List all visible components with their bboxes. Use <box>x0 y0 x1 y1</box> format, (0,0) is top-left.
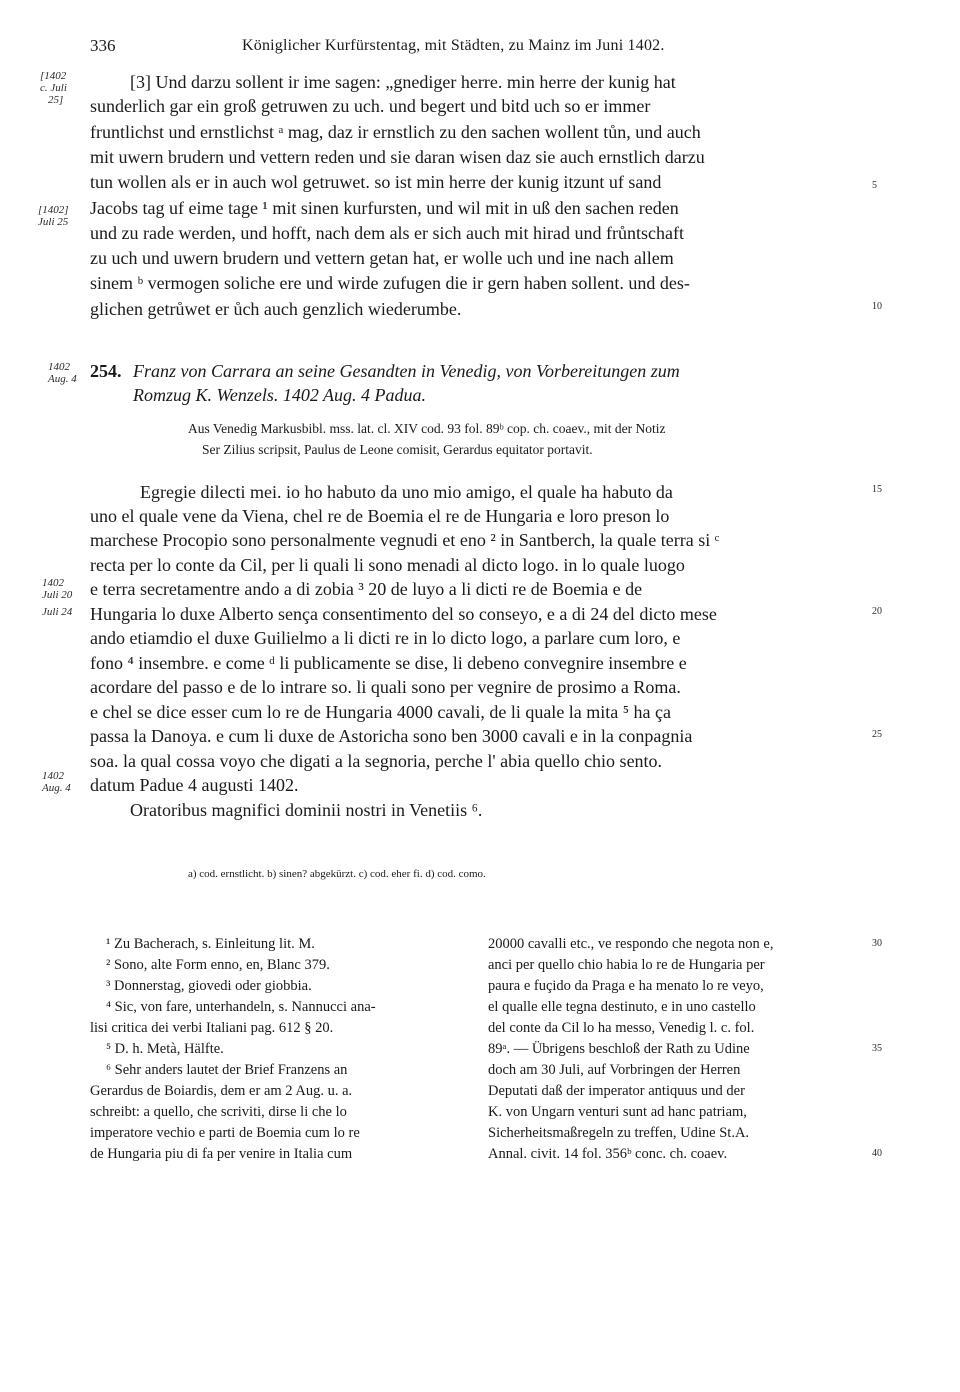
document-title: Franz von Carrara an seine Gesandten in Venedig, von Vorbereitungen zum <box>133 361 680 381</box>
document-number: 254. <box>90 361 122 381</box>
text-line: marchese Procopio sono personalmente vegnudi et eno ² in Santberch, la quale terra si ᶜ <box>90 530 720 550</box>
margin-note-date <box>42 577 72 601</box>
footnote-line: K. von Ungarn venturi sunt ad hanc patriam, <box>488 1104 747 1120</box>
text-line: fruntlichst und ernstlichst ᵃ mag, daz ir ernstlich zu den sachen wollent tůn, und auch <box>90 122 701 142</box>
margin-note-line: Juli 20 <box>42 589 73 601</box>
margin-note-line: c. Juli <box>40 82 67 94</box>
footnote-line: Deputati daß der imperator antiquus und der <box>488 1083 745 1099</box>
margin-note-date <box>42 770 71 794</box>
text-line: Hungaria lo duxe Alberto sença consentimento del so conseyo, e a di 24 del dicto mese <box>90 604 717 624</box>
line-number: 25 <box>872 729 882 740</box>
source-note: Aus Venedig Markusbibl. mss. lat. cl. XIV cod. 93 fol. 89ᵇ cop. ch. coaev., mit der Notiz <box>188 421 666 436</box>
text-line: Jacobs tag uf eime tage ¹ mit sinen kurfursten, und wil mit in uß den sachen reden <box>90 198 679 218</box>
line-number: 15 <box>872 484 882 495</box>
footnote-line: Annal. civit. 14 fol. 356ᵇ conc. ch. coaev. <box>488 1146 728 1162</box>
margin-note-date <box>38 204 69 228</box>
line-number: 40 <box>872 1148 882 1159</box>
margin-note-line: Aug. 4 <box>48 373 77 385</box>
footnote-line: ⁶ Sehr anders lautet der Brief Franzens an <box>106 1062 348 1078</box>
footnote-line: lisi critica dei verbi Italiani pag. 612 § 20. <box>90 1020 334 1036</box>
footnote-line: del conte da Cil lo ha messo, Venedig l. c. fol. <box>488 1020 755 1036</box>
margin-note-line: 1402 <box>42 770 64 782</box>
footnote-line: paura e fuçido da Praga e ha menato lo re veyo, <box>488 978 764 994</box>
text-line: recta per lo conte da Cil, per li quali li sono menadi al dicto logo. in lo quale luogo <box>90 555 685 575</box>
margin-note-line: 25] <box>48 94 64 106</box>
critical-notes: a) cod. ernstlicht. b) sinen? abgekürzt. c) cod. eher fi. d) cod. como. <box>188 868 486 880</box>
line-number: 5 <box>872 180 877 191</box>
text-line: acordare del passo e de lo intrare so. li quali sono per vegnire de prosimo a Roma. <box>90 677 681 697</box>
text-line: passa la Danoya. e cum li duxe de Astoricha sono ben 3000 cavali e in la conpagnia <box>90 726 693 746</box>
text-line: e terra secretamentre ando a di zobia ³ 20 de luyo a li dicti re de Boemia e de <box>90 579 643 599</box>
margin-note-line: [1402 <box>40 70 67 82</box>
text-line: ando etiamdio el duxe Guilielmo a li dicti re in lo dicto logo, a parlare cum loro, e <box>90 628 681 648</box>
text-line: datum Padue 4 augusti 1402. <box>90 775 299 795</box>
margin-note-line: Juli 24 <box>42 606 73 618</box>
text-line: soa. la qual cossa voyo che digati a la segnoria, perche l' abia quello chio sento. <box>90 751 663 771</box>
text-line: Oratoribus magnifici dominii nostri in Venetiis ⁶. <box>130 800 483 820</box>
margin-note-date <box>48 361 77 385</box>
text-line: glichen getrůwet er ůch auch genzlich wiederumbe. <box>90 299 462 319</box>
text-line: uno el quale vene da Viena, chel re de Boemia el re de Hungaria e loro preson lo <box>90 506 670 526</box>
text-line: e chel se dice esser cum lo re de Hungaria 4000 cavali, de li quale la mita ⁵ ha ça <box>90 702 672 722</box>
text-line: zu uch und uwern brudern und vettern getan hat, er wolle uch und ine nach allem <box>90 248 674 268</box>
document-title-cont: Romzug K. Wenzels. 1402 Aug. 4 Padua. <box>133 385 427 405</box>
footnote-line: ⁵ D. h. Metà, Hälfte. <box>106 1041 224 1057</box>
footnote-line: 89ᵃ. — Übrigens beschloß der Rath zu Udine <box>488 1041 750 1057</box>
margin-note-line: Juli 25 <box>38 216 69 228</box>
footnote-line: ³ Donnerstag, giovedi oder giobbia. <box>106 978 312 994</box>
page-number: 336 <box>90 36 116 55</box>
footnote-line: ⁴ Sic, von fare, unterhandeln, s. Nannucci ana- <box>106 999 376 1015</box>
margin-note-line: 1402 <box>42 577 64 589</box>
footnote-line: Gerardus de Boiardis, dem er am 2 Aug. u. a. <box>90 1083 353 1099</box>
margin-note-date <box>42 606 72 618</box>
footnote-line: ¹ Zu Bacherach, s. Einleitung lit. M. <box>106 936 315 952</box>
footnote-line: 20000 cavalli etc., ve respondo che negota non e, <box>488 936 774 952</box>
text-line: sinem ᵇ vermogen soliche ere und wirde zufugen die ir gern haben sollent. und des- <box>90 273 690 293</box>
margin-note-line: [1402] <box>38 204 69 216</box>
line-number: 20 <box>872 606 882 617</box>
footnote-line: ² Sono, alte Form enno, en, Blanc 379. <box>106 957 330 973</box>
footnote-line: Sicherheitsmaßregeln zu treffen, Udine St.A. <box>488 1125 750 1141</box>
margin-note-line: Aug. 4 <box>42 782 71 794</box>
footnote-line: el qualle elle tegna destinuto, e in uno castello <box>488 999 756 1015</box>
line-number: 10 <box>872 301 882 312</box>
line-number: 30 <box>872 938 882 949</box>
source-note-cont: Ser Zilius scripsit, Paulus de Leone comisit, Gerardus equitator portavit. <box>202 442 593 457</box>
text-line: tun wollen als er in auch wol getruwet. so ist min herre der kunig itzunt uf sand <box>90 172 662 192</box>
margin-note-line: 1402 <box>48 361 70 373</box>
footnote-line: imperatore vechio e parti de Boemia cum lo re <box>90 1125 360 1141</box>
text-line: sunderlich gar ein groß getruwen zu uch. und begert und bitd uch so er immer <box>90 96 651 116</box>
text-line: und zu rade werden, und hofft, nach dem als er sich auch mit hirad und frůntschaft <box>90 223 684 243</box>
footnote-line: doch am 30 Juli, auf Vorbringen der Herren <box>488 1062 741 1078</box>
line-number: 35 <box>872 1043 882 1054</box>
margin-note-date <box>40 70 67 106</box>
running-title: Königlicher Kurfürstentag, mit Städten, zu Mainz im Juni 1402. <box>242 37 665 54</box>
footnote-line: anci per quello chio habia lo re de Hungaria per <box>488 957 765 973</box>
footnote-line: schreibt: a quello, che scriviti, dirse li che lo <box>90 1104 347 1120</box>
footnote-line: de Hungaria piu di fa per venire in Italia cum <box>90 1146 353 1162</box>
text-line: Egregie dilecti mei. io ho habuto da uno mio amigo, el quale ha habuto da <box>140 482 673 502</box>
text-line: [3] Und darzu sollent ir ime sagen: „gnediger herre. min herre der kunig hat <box>130 72 676 92</box>
text-line: fono ⁴ insembre. e come ᵈ li publicamente se dise, li debeno convegnire insembre e <box>90 653 687 673</box>
text-line: mit uwern brudern und vettern reden und sie daran wisen daz sie auch ernstlich darzu <box>90 147 705 167</box>
